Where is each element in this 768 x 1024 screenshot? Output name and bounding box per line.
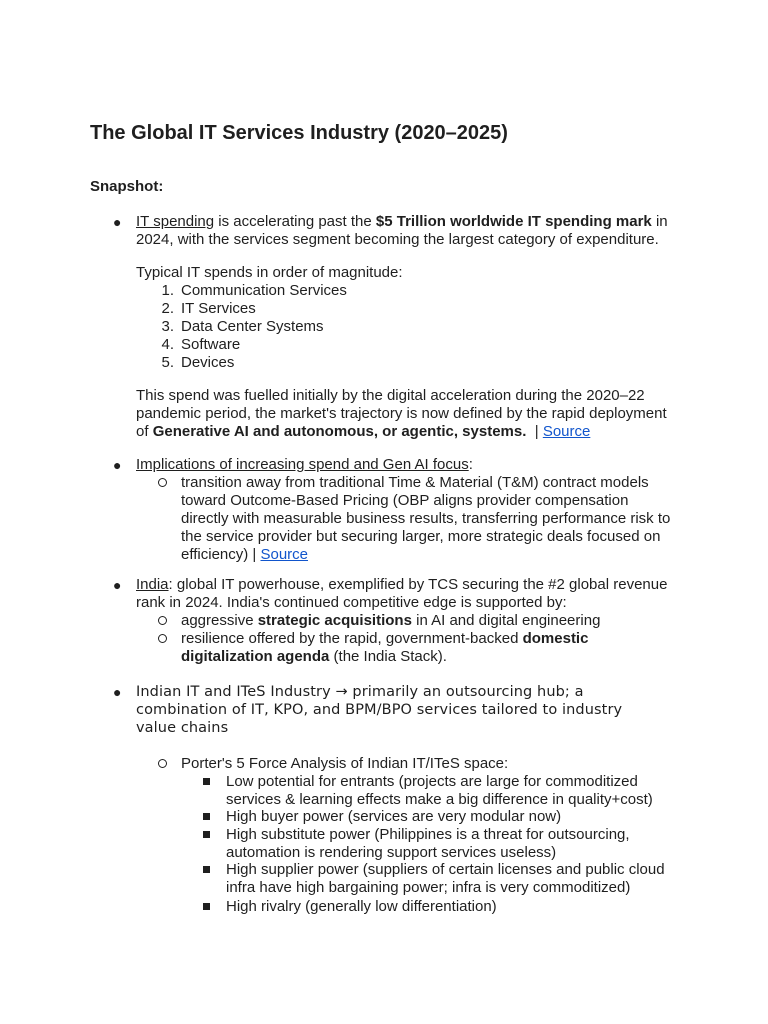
force-item: High buyer power (services are very modular now) — [226, 808, 562, 825]
square-bullet-icon — [203, 903, 210, 910]
it-spending-term: IT spending — [136, 213, 215, 230]
list-item: 2. IT Services — [161, 300, 256, 317]
source-link[interactable]: Source — [542, 423, 591, 440]
square-bullet-icon — [203, 831, 210, 838]
bullet-implications: Implications of increasing spend and Gen AI focus: — [136, 456, 473, 473]
bullet-indian-it-ites: Indian IT and ITeS Industry → primarily an outsourcing hub; a combination of IT, KPO, and BPM/BPO services tailored to industry value chains — [136, 684, 623, 736]
bullet-india: India: global IT powerhouse, exemplified by TCS securing the #2 global revenue rank in 2024. India's continued competitive edge is supported by: — [136, 576, 668, 611]
circle-bullet-icon — [158, 634, 168, 644]
list-item: 3. Data Center Systems — [161, 318, 324, 335]
bullet-icon: ● — [113, 214, 122, 230]
square-bullet-icon — [203, 778, 210, 785]
force-item: Low potential for entrants (projects are large for commoditized services & learning effects make a big difference in quality+cost) — [226, 773, 653, 808]
spend-ranking-list — [156, 282, 456, 372]
bullet-icon: ● — [113, 457, 122, 473]
circle-bullet-icon — [158, 478, 168, 488]
pricing-transition-item: transition away from traditional Time & Material (T&M) contract models toward Outcome-Based Pricing (OBP aligns provider compensation directly with measurable business results, transferring performance risk to the service provider but securing larger, more strategic deals focused on efficiency) | Source — [181, 474, 671, 563]
square-bullet-icon — [203, 813, 210, 820]
digitalization-item: resilience offered by the rapid, government-backed domestic digitalization agenda (the India Stack). — [181, 630, 589, 665]
page-title: The Global IT Services Industry (2020–2025) — [90, 122, 508, 144]
circle-bullet-icon — [158, 616, 168, 626]
square-bullet-icon — [203, 866, 210, 873]
acquisitions-item: aggressive strategic acquisitions in AI and digital engineering — [181, 612, 601, 629]
bullet-it-spending: IT spending is accelerating past the $5 Trillion worldwide IT spending mark in 2024, with the services segment becoming the largest category of expenditure. — [136, 213, 668, 248]
force-item: High rivalry (generally low differentiation) — [226, 898, 497, 915]
force-item: High substitute power (Philippines is a threat for outsourcing, automation is rendering support services useless) — [226, 826, 630, 861]
force-item: High supplier power (suppliers of certain licenses and public cloud infra have high bargaining power; infra is very commoditized) — [226, 861, 665, 896]
bullet-icon: ● — [113, 684, 122, 700]
snapshot-heading: Snapshot: — [90, 178, 164, 195]
circle-bullet-icon — [158, 759, 168, 769]
list-item: 4. Software — [161, 336, 241, 353]
porter-heading: Porter's 5 Force Analysis of Indian IT/ITeS space: — [181, 755, 509, 772]
typical-spends-label: Typical IT spends in order of magnitude: — [136, 264, 403, 281]
list-item: 5. Devices — [161, 354, 235, 371]
list-item: 1. Communication Services — [161, 282, 347, 299]
source-link[interactable]: Source — [260, 546, 309, 563]
bullet-icon: ● — [113, 577, 122, 593]
spend-paragraph: This spend was fuelled initially by the digital acceleration during the 2020–22 pandemic period, the market's trajectory is now defined by the rapid deployment of Generative AI and autonomous, or agentic, systems. | Source — [136, 387, 667, 440]
